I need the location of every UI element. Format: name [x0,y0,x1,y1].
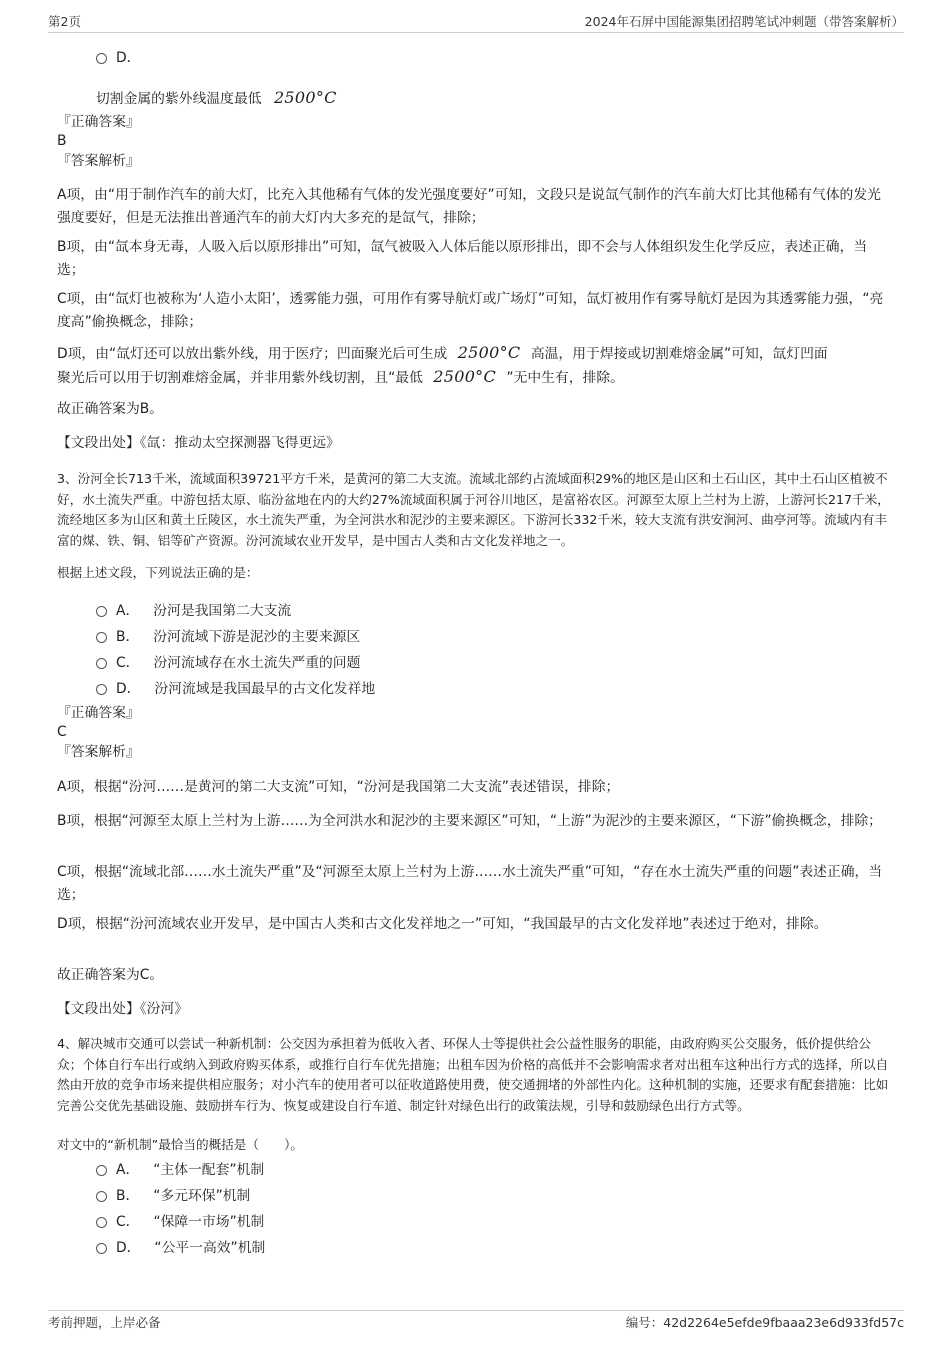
radio-icon[interactable] [96,1165,107,1176]
page-footer [48,1313,904,1333]
option-text: 汾河流域下游是泥沙的主要来源区 [153,629,361,645]
q3-answer-label: 『正确答案』 [57,705,140,721]
option-letter: C． [116,655,140,671]
radio-icon[interactable] [96,632,107,643]
radio-icon[interactable] [96,658,107,669]
q2-analysis-c: C项，由“氙灯也被称为‘人造小太阳’，透雾能力强，可用作有雾导航灯或广场灯”可知，氙灯被用作有雾导航灯是因为其透雾能力强，“亮度高”偷换概念，排除； [57,291,884,330]
q3-conclusion: 故正确答案为C。 [57,967,164,983]
option-letter: B． [116,629,140,645]
q3-answer: C [57,724,67,740]
analysis-text: D项，由“氙灯还可以放出紫外线，用于医疗；凹面聚光后可生成 [57,346,448,362]
q3-question: 根据上述文段，下列说法正确的是： [57,565,259,580]
option-letter: C． [116,1214,140,1230]
radio-icon[interactable] [96,53,107,64]
source-title: 《汾河》 [139,1001,189,1017]
q2-analysis-a: A项，由“用于制作汽车的前大灯，比充入其他稀有气体的发光强度要好”可知，文段只是说氙气制作的汽车前大灯比其他稀有气体的发光强度要好，但是无法推出普通汽车的前大灯内大多充的是氙气，排除； [57,187,881,226]
q4-question: 对文中的“新机制”最恰当的概括是（ ）。 [57,1137,304,1152]
q4-option-c[interactable] [96,1210,264,1230]
radio-icon[interactable] [96,606,107,617]
temperature-formula: 2500°C [433,366,497,386]
option-letter: A． [116,1162,140,1178]
q4-option-b[interactable] [96,1184,250,1204]
q2-analysis-label: 『答案解析』 [57,153,140,169]
option-letter: D． [116,681,141,697]
option-text: 汾河是我国第二大支流 [153,603,292,619]
page-header [48,12,904,32]
temperature-formula: 2500°C [457,343,521,362]
q3-option-b[interactable] [96,625,360,645]
q2-answer: B [57,133,67,149]
source-title: 《氙：推动太空探测器飞得更远》 [139,435,340,451]
q3-analysis-a: A项，根据“汾河……是黄河的第二大支流”可知，“汾河是我国第二大支流”表述错误，排除； [57,779,620,795]
q3-option-a[interactable] [96,599,291,619]
q2-conclusion: 故正确答案为B。 [57,401,164,417]
code-label: 编号： [625,1315,664,1330]
q3-option-d[interactable] [96,677,375,697]
q2-answer-label: 『正确答案』 [57,114,140,130]
q2-analysis-d [57,342,893,389]
radio-icon[interactable] [96,684,107,695]
analysis-text: ”无中生有，排除。 [506,369,624,386]
analysis-text: 高温，用于焊接或切割难熔金属”可知，氙灯凹面 [530,346,828,362]
radio-icon[interactable] [96,1191,107,1202]
option-letter: D． [116,1240,141,1256]
code-value: 42d2264e5efde9fbaaa23e6d933fd57c [663,1315,904,1330]
analysis-text: 聚光后可以用于切割难熔金属，并非用紫外线切割，且“最低 [57,369,423,386]
option-text: “保障一市场”机制 [153,1214,265,1230]
header-divider [48,32,904,33]
q4-passage: 4、解决城市交通可以尝试一种新机制：公交因为承担着为低收入者、环保人士等提供社会公益性服务的职能，由政府购买公交服务，低价提供给公众；个体自行车出行或纳入到政府购买体系，或推行自行车优先措施；出租车因为价格的高低并不会影响需求者对出租车这种出行方式的选择，所以自然由开放的竞争市场来提供相应服务；对小汽车的使用者可以征收道路使用费，使交通拥堵的外部性内化。这种机制的实施，还要求有配套措施：比如完善公交优先基础设施、鼓励拼车行为、恢复或建设自行车道、制定针对绿色出行的政策法规，引导和鼓励绿色出行方式等。 [57,1036,889,1113]
option-text: “公平一高效”机制 [154,1240,266,1256]
q2-source [57,432,340,455]
option-letter: B． [116,1188,140,1204]
q4-option-a[interactable] [96,1158,264,1178]
temperature-formula: 2500°C [273,88,337,107]
q3-source [57,998,188,1021]
option-letter: A． [116,603,140,619]
option-letter: D． [116,50,141,66]
radio-icon[interactable] [96,1217,107,1228]
q3-option-c[interactable] [96,651,360,671]
q2-option-d-text [96,86,337,111]
radio-icon[interactable] [96,1243,107,1254]
footer-slogan: 考前押题，上岸必备 [48,1315,161,1330]
option-text: “主体一配套”机制 [153,1162,265,1178]
footer-divider [48,1310,904,1311]
q3-analysis-label: 『答案解析』 [57,744,140,760]
q3-analysis-b: B项，根据“河源至太原上兰村为上游……为全河洪水和泥沙的主要来源区”可知，“上游”为泥沙的主要来源区，“下游”偷换概念，排除； [57,813,882,829]
q3-analysis-c: C项，根据“流域北部……水土流失严重”及“河源至太原上兰村为上游……水土流失严重”可知，“存在水土流失严重的问题”表述正确，当选； [57,864,883,903]
q2-option-d[interactable] [96,46,140,66]
option-text: 汾河流域存在水土流失严重的问题 [153,655,361,671]
q4-option-d[interactable] [96,1236,265,1256]
q3-passage: 3、汾河全长713千米，流域面积39721平方千米，是黄河的第二大支流。流域北部约占流域面积29%的地区是山区和土石山区，其中土石山区植被不好，水土流失严重。中游包括太原、临汾盆地在内的大约27%流域面积属于河谷川地区，是富裕农区。河源至太原上兰村为上游，上游河长217千米，流经地区多为山区和黄土丘陵区，水土流失严重，为全河洪水和泥沙的主要来源区。下游河长332千米，较大支流有洪安涧河、曲亭河等。流域内有丰富的煤、铁、铜、铝等矿产资源。汾河流域农业开发早，是中国古人类和古文化发祥地之一。 [57,471,890,548]
page-number: 第2页 [48,14,81,29]
option-text: 汾河流域是我国最早的古文化发祥地 [154,681,376,697]
option-text: 切割金属的紫外线温度最低 [96,91,262,107]
q3-analysis-d: D项，根据“汾河流域农业开发早，是中国古人类和古文化发祥地之一”可知，“我国最早的古文化发祥地”表述过于绝对，排除。 [57,916,828,932]
document-code [626,1313,904,1331]
option-text: “多元环保”机制 [153,1188,251,1204]
source-label: 【文段出处】 [57,1001,140,1017]
q2-analysis-b: B项，由“氙本身无毒，人吸入后以原形排出”可知，氙气被吸入人体后能以原形排出，即不会与人体组织发生化学反应，表述正确，当选； [57,239,868,278]
source-label: 【文段出处】 [57,435,140,451]
document-title: 2024年石屏中国能源集团招聘笔试冲刺题（带答案解析） [584,14,904,29]
